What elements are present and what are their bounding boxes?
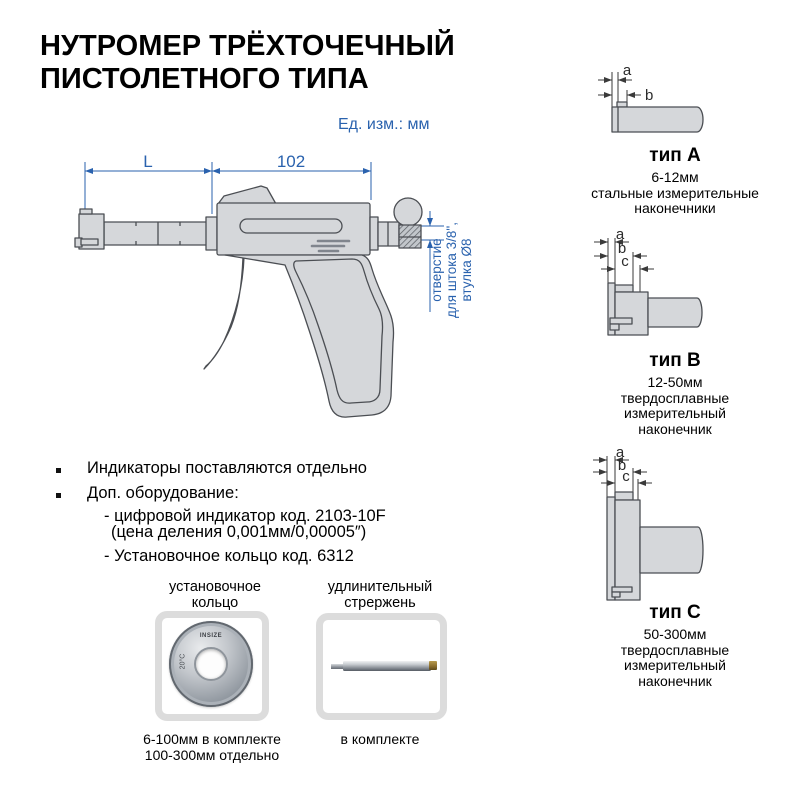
tip-c-dim-c: c (622, 468, 630, 485)
rod-body (343, 661, 431, 671)
page-title-line2: ПИСТОЛЕТНОГО ТИПА (40, 63, 369, 95)
setting-ring-label (145, 580, 285, 611)
ring-hole (194, 647, 228, 681)
tip-a-dim-b: b (645, 87, 654, 104)
extension-rod-photo (316, 613, 447, 720)
tip-c-dim-b: b (617, 457, 627, 474)
note-sub-indicator-resolution: (цена деления 0,001мм/0,00005″) (111, 523, 367, 541)
tip-c-dim-a: a (615, 444, 625, 461)
bullet-square-icon (56, 493, 61, 498)
note-extra-equipment: Доп. оборудование: (87, 484, 239, 502)
tip-b-dim-b: b (617, 240, 627, 257)
extension-rod-label-line2: стрержень (344, 594, 416, 611)
tip-c-desc-line2: измерительный (624, 657, 726, 673)
extension-rod-label-line1: удлинительный (327, 579, 433, 595)
note-sub-setting-ring: - Установочное кольцо код. 6312 (104, 547, 354, 565)
tip-b-dim-c: c (621, 253, 629, 270)
page-title-line1: НУТРОМЕР ТРЁХТОЧЕЧНЫЙ (40, 30, 455, 62)
gauge-diagram (50, 148, 480, 448)
gauge-trigger (204, 257, 244, 369)
tip-a-diagram (560, 58, 790, 143)
setting-ring-label-line1: установочное (169, 579, 261, 595)
tip-c-desc (560, 627, 790, 689)
setting-ring-caption (136, 731, 288, 763)
setting-ring-label-line2: кольцо (191, 594, 239, 611)
note-indicators: Индикаторы поставляются отдельно (87, 459, 367, 477)
gauge-drawing (75, 186, 422, 417)
tip-c-name: тип C (649, 602, 701, 623)
gauge-top-fin (218, 186, 276, 204)
gauge-shaft (104, 222, 208, 245)
note-sub-indicator: - цифровой индикатор код. 2103-10F (104, 507, 386, 525)
callout-line1: отверстие (429, 238, 444, 302)
tip-a-dim-a: a (622, 62, 632, 79)
bullet-square-icon (56, 468, 61, 473)
tip-b-range: 12-50мм (647, 374, 703, 390)
setting-ring-photo (155, 611, 269, 721)
tip-a-name: тип A (649, 145, 701, 166)
tip-b-name: тип B (649, 350, 701, 371)
tip-c-range: 50-300мм (643, 626, 707, 642)
tip-a-desc-line2: наконечники (634, 200, 716, 216)
tip-b-dim-a: a (615, 228, 625, 243)
tip-c-desc-line3: наконечник (638, 672, 712, 689)
ring-brand-mark: INSIZE (199, 633, 223, 639)
rod-right-cap (429, 661, 437, 670)
setting-ring-caption-line1: 6-100мм в комплекте (143, 731, 281, 747)
units-note: Ед. изм.: мм (338, 116, 430, 133)
tip-c-diagram (560, 443, 790, 605)
setting-ring-caption-line2: 100-300мм отдельно (144, 747, 280, 763)
setting-ring-image (169, 621, 253, 707)
extension-rod-label (310, 580, 450, 611)
rod-left-tip (331, 664, 343, 669)
tip-a-desc-line1: стальные измерительные (591, 184, 759, 201)
gauge-grip (225, 255, 394, 417)
tip-a-desc (560, 170, 790, 217)
gauge-knob (394, 198, 422, 226)
tip-b-desc (560, 375, 790, 437)
callout-shaft-hole (429, 222, 474, 318)
dim-label-L: L (143, 152, 153, 171)
tip-b-desc-line2: измерительный (624, 405, 726, 421)
callout-line2: для штока 3/8", (444, 222, 459, 318)
extension-rod-image (323, 620, 440, 713)
dim-label-102: 102 (276, 152, 306, 171)
tip-b-desc-line1: твердосплавные (620, 389, 730, 406)
ring-temp-mark: 20°C (179, 653, 187, 670)
tip-b-diagram (560, 228, 790, 344)
tip-b-desc-line3: наконечник (638, 420, 712, 437)
tip-a-range: 6-12мм (651, 169, 699, 185)
page-title (40, 30, 520, 96)
tip-c-desc-line1: твердосплавные (620, 641, 730, 658)
extension-rod-caption: в комплекте (340, 731, 420, 747)
callout-line3: втулка Ø8 (459, 238, 474, 302)
